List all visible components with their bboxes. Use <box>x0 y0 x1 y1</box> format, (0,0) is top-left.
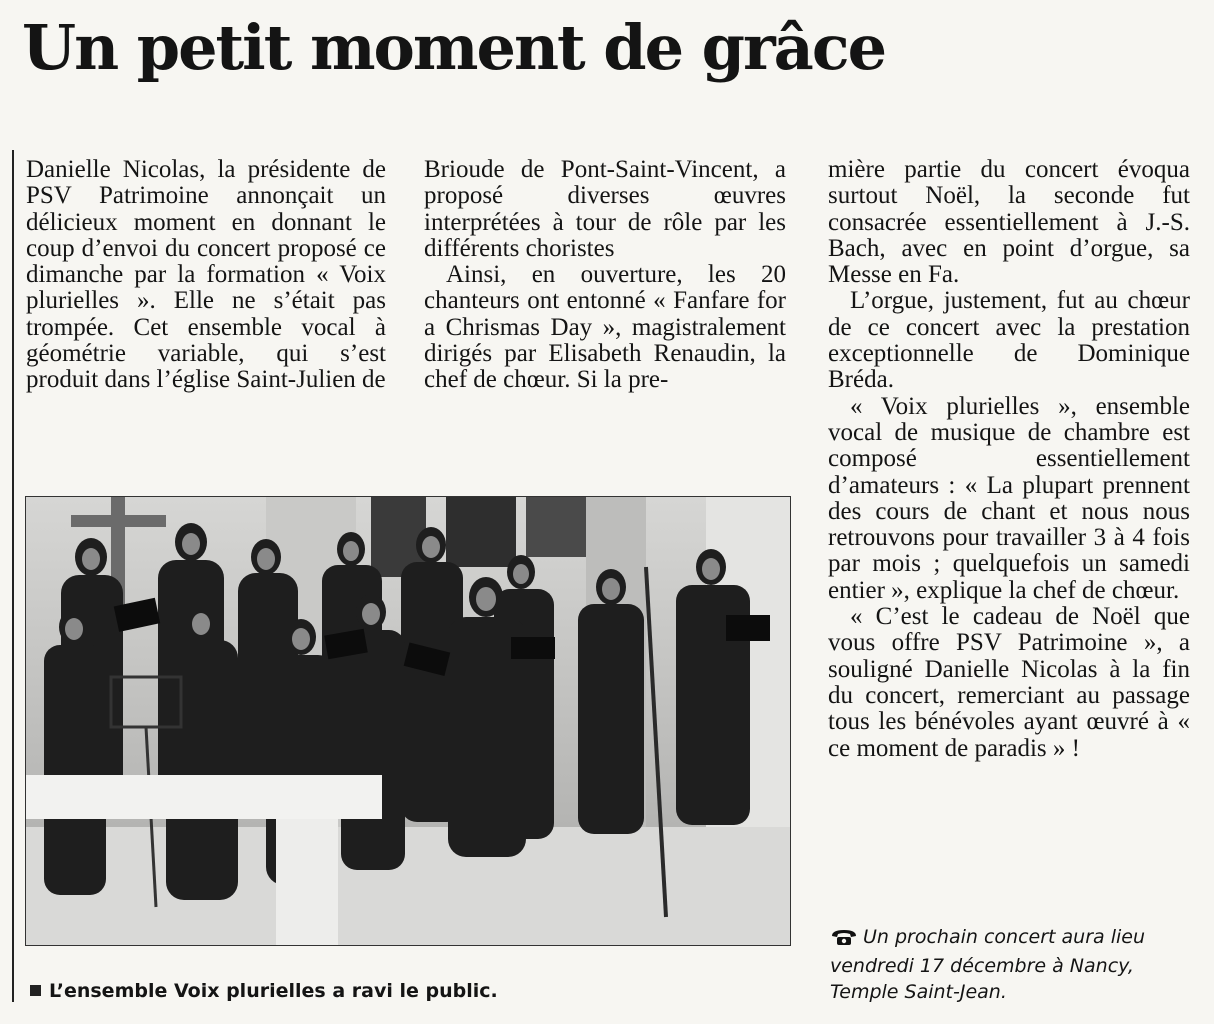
concert-note <box>830 924 1202 1005</box>
note-text: Un prochain concert aura lieu vendredi 17 décembre à Nancy, Temple Saint-Jean. <box>830 926 1145 1003</box>
paragraph: mière partie du concert évoqua surtout Noël, la seconde fut consacrée essentiellement à J.-S. Bach, avec en point d’orgue, sa Messe en Fa. <box>828 156 1190 289</box>
column-rule <box>12 150 14 1002</box>
article-column-3 <box>828 157 1190 762</box>
paragraph: « C’est le cadeau de Noël que vous offre PSV Patrimoine », a souligné Danielle Nicolas à la fin du concert, remerciant au passage tous les bénévoles ayant œuvré à « ce moment de paradis » ! <box>828 603 1190 762</box>
paragraph: Danielle Nicolas, la présidente de PSV Patrimoine annonçait un délicieux moment en donnant le coup d’envoi du concert proposé ce dimanche par la formation « Voix plurielles ». Elle ne s’était pas trompée. Cet ensemble vocal à géométrie variable, qui s’est produit dans l’église Saint-Julien de <box>26 156 386 394</box>
phone-icon <box>830 927 858 953</box>
photo-caption <box>30 980 498 1002</box>
caption-text: L’ensemble Voix plurielles a ravi le public. <box>49 980 498 1002</box>
paragraph: Ainsi, en ouverture, les 20 chanteurs ont entonné « Fanfare for a Chrismas Day », magistralement dirigés par Elisabeth Renaudin, la chef de chœur. Si la pre- <box>424 261 786 394</box>
paragraph: « Voix plurielles », ensemble vocal de musique de chambre est composé essentiellement d’amateurs : « La plupart prennent des cours de chant et nous nous retrouvons pour travailler 3 à 4 fois par mois ; quelquefois un samedi entier », explique la chef de chœur. <box>828 392 1190 604</box>
choir-photo <box>25 496 791 946</box>
headline: Un petit moment de grâce <box>22 11 886 84</box>
paragraph: Brioude de Pont-Saint-Vincent, a proposé diverses œuvres interprétées à tour de rôle par les différents choristes <box>424 156 786 262</box>
note-text-line <box>830 924 1202 1005</box>
article-column-1 <box>26 157 386 394</box>
caption-bullet <box>30 985 41 996</box>
article-column-2 <box>424 157 786 394</box>
paragraph: L’orgue, justement, fut au chœur de ce concert avec la prestation exceptionnelle de Dominique Bréda. <box>828 287 1190 394</box>
